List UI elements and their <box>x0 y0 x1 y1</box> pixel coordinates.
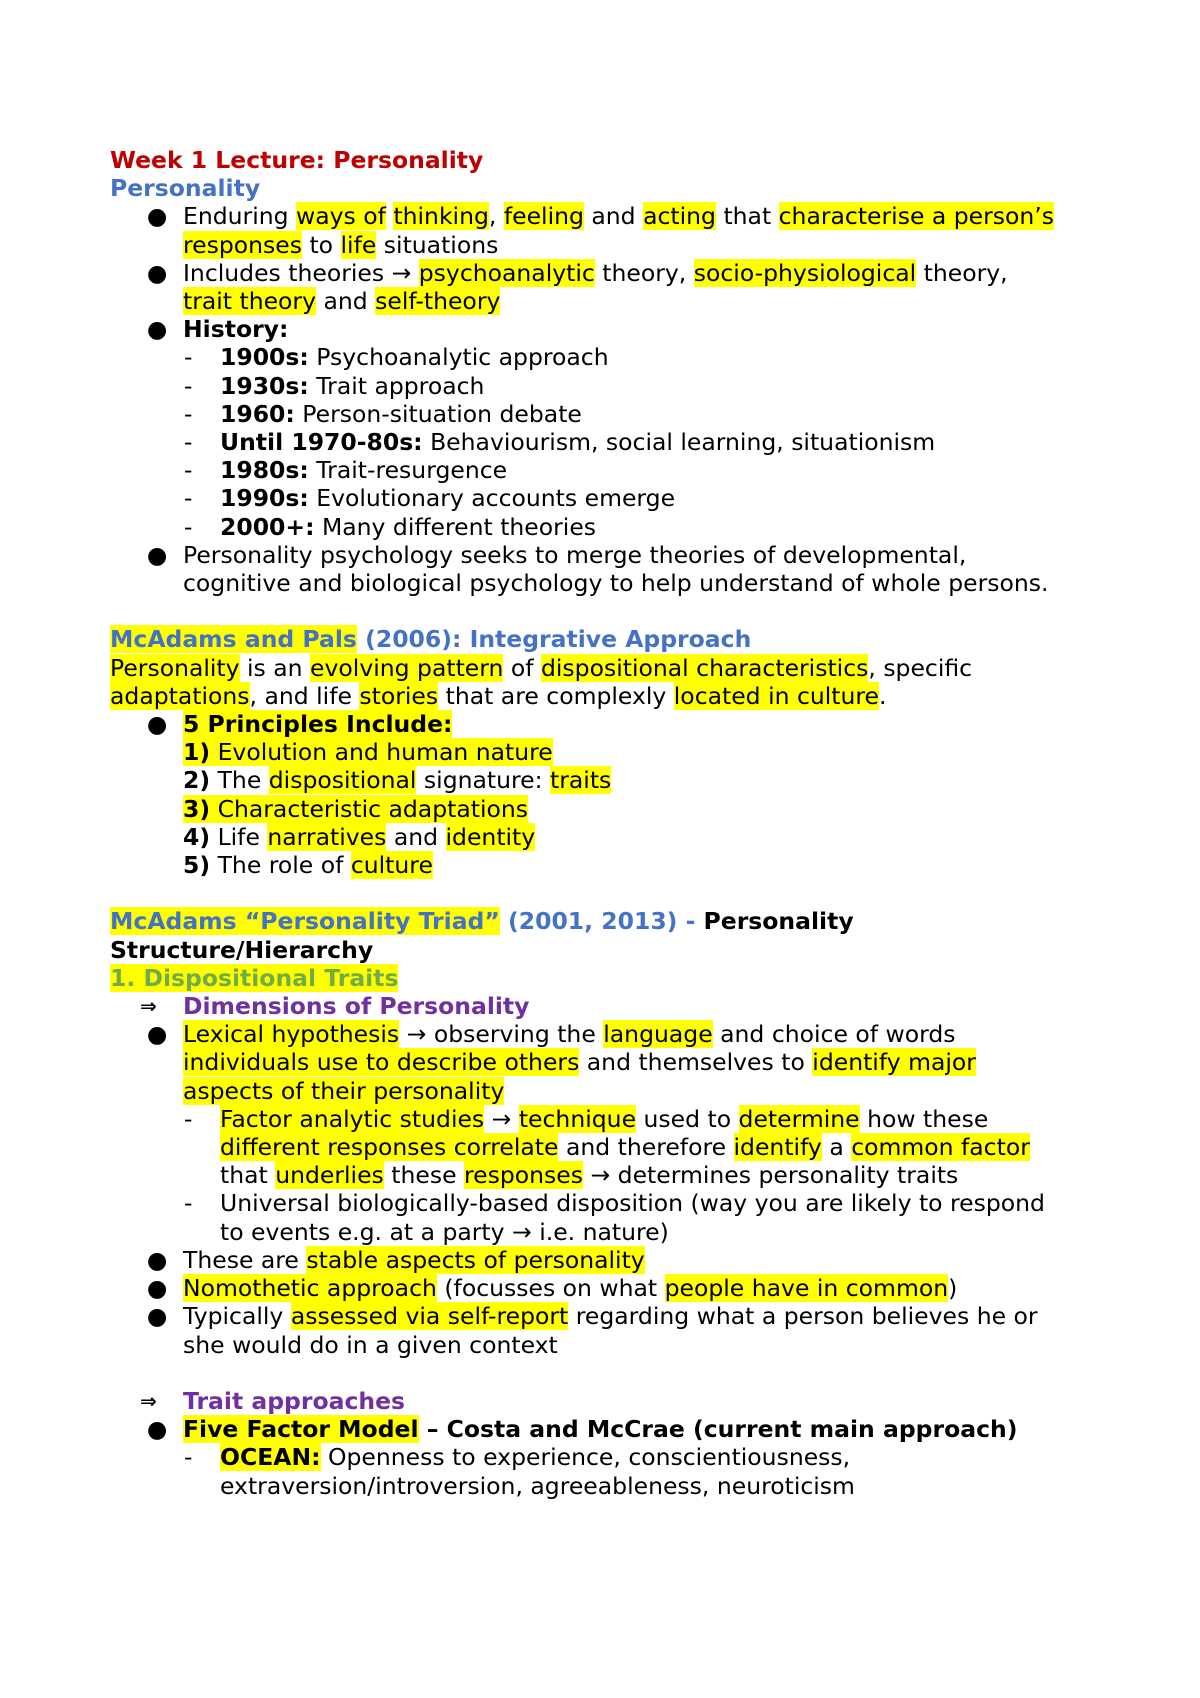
bullet-item-stable: ● These are stable aspects of personality <box>110 1246 1120 1274</box>
history-item: - Until 1970-80s: Behaviourism, social learning, situationism <box>184 428 936 457</box>
heading-personality-triad: McAdams “Personality Triad” (2001, 2013) - Personality <box>110 907 854 936</box>
bullet-item-self-report: ● Typically assessed via self-report regarding what a person believes he or <box>110 1302 1120 1330</box>
spacer <box>110 1359 1120 1387</box>
paragraph-definition: Personality is an evolving pattern of dispositional characteristics, specific <box>110 653 973 682</box>
page-title: Week 1 Lecture: Personality <box>110 146 484 174</box>
dash-icon: - <box>184 1189 193 1218</box>
sub-item-factor-analytic: - Factor analytic studies → technique used to determine how these <box>184 1104 989 1133</box>
subheading-dispositional-traits: 1. Dispositional Traits <box>110 963 399 992</box>
spacer <box>110 597 1120 625</box>
dash-icon: - <box>184 484 193 513</box>
bullet-icon: ● <box>146 1415 168 1444</box>
sub-item-factor-analytic-cont: that underlies these responses → determines personality traits <box>220 1161 959 1190</box>
principle-item: 4) Life narratives and identity <box>183 822 536 851</box>
bullet-icon: ● <box>146 315 168 344</box>
principle-item: 3) Characteristic adaptations <box>183 794 528 823</box>
history-item: - 2000+: Many different theories <box>184 512 597 541</box>
dash-icon: - <box>184 428 193 457</box>
dash-icon: - <box>184 1443 193 1472</box>
bullet-icon: ● <box>146 1274 168 1303</box>
heading-personality: Personality <box>110 174 261 203</box>
sub-item-universal-cont: to events e.g. at a party → i.e. nature) <box>220 1217 669 1246</box>
dimensions-heading: ⇒ Dimensions of Personality <box>140 992 530 1021</box>
right-arrow-icon: → <box>406 1020 427 1049</box>
dash-icon: - <box>184 512 193 541</box>
bullet-item-self-report-cont: she would do in a given context <box>183 1330 558 1359</box>
bullet-item-enduring-cont: responses to life situations <box>183 230 499 259</box>
bullet-item-lexical: ● Lexical hypothesis → observing the language and choice of words <box>110 1020 1120 1048</box>
bullet-icon: ● <box>146 202 168 231</box>
bullet-icon: ● <box>146 710 168 739</box>
bullet-item-enduring: ● Enduring ways of thinking, feeling and acting that characterise a person’s <box>110 202 1120 230</box>
bullet-icon: ● <box>146 540 168 569</box>
bullet-icon: ● <box>146 1302 168 1331</box>
spacer <box>110 879 1120 907</box>
dash-icon: - <box>184 371 193 400</box>
principle-item: 2) The dispositional signature: traits <box>183 766 612 795</box>
bullet-icon: ● <box>146 258 168 287</box>
dash-icon: - <box>184 399 193 428</box>
sub-item-factor-analytic-cont: different responses correlate and therefore identify a common factor <box>220 1133 1030 1162</box>
heading-integrative-approach: McAdams and Pals (2006): Integrative Approach <box>110 625 752 654</box>
bullet-icon: ● <box>146 1020 168 1049</box>
document-content <box>110 146 1120 1500</box>
bullet-item-lexical-cont: aspects of their personality <box>183 1076 505 1105</box>
right-arrow-icon: → <box>391 258 412 287</box>
history-item: - 1990s: Evolutionary accounts emerge <box>184 484 676 513</box>
sub-item-universal: - Universal biologically-based disposition (way you are likely to respond <box>184 1189 1045 1218</box>
bullet-item-merge: ● Personality psychology seeks to merge theories of developmental, <box>110 541 1120 569</box>
bullet-item-theories: ● Includes theories → psychoanalytic theory, socio-physiological theory, <box>110 259 1120 287</box>
sub-item-ocean: - OCEAN: Openness to experience, conscientiousness, <box>184 1443 851 1472</box>
right-arrow-icon: → <box>512 1217 532 1246</box>
bullet-item-five-factor: ● Five Factor Model – Costa and McCrae (current main approach) <box>110 1415 1120 1443</box>
principle-item: 5) The role of culture <box>183 851 433 880</box>
principle-item: 1) Evolution and human nature <box>183 738 553 767</box>
bullet-icon: ● <box>146 1245 168 1274</box>
bullet-item-theories-cont: trait theory and self-theory <box>183 287 501 316</box>
bullet-item-merge-cont: cognitive and biological psychology to help understand of whole persons. <box>183 569 1049 598</box>
history-item: - 1980s: Trait-resurgence <box>184 456 508 485</box>
double-arrow-icon: ⇒ <box>140 994 157 1019</box>
history-item: - 1900s: Psychoanalytic approach <box>184 343 609 372</box>
dash-icon: - <box>184 343 193 372</box>
bullet-item-nomothetic: ● Nomothetic approach (focusses on what people have in common) <box>110 1274 1120 1302</box>
sub-item-ocean-cont: extraversion/introversion, agreeableness, neuroticism <box>220 1471 855 1500</box>
dash-icon: - <box>184 1104 193 1133</box>
double-arrow-icon: ⇒ <box>140 1388 157 1413</box>
trait-approaches-heading: ⇒ Trait approaches <box>140 1386 406 1415</box>
heading-structure-hierarchy: Structure/Hierarchy <box>110 935 374 964</box>
bullet-item-principles: ● 5 Principles Include: <box>110 710 1120 738</box>
paragraph-definition-cont: adaptations, and life stories that are complexly located in culture. <box>110 681 887 710</box>
history-item: - 1930s: Trait approach <box>184 371 485 400</box>
right-arrow-icon: → <box>491 1104 512 1133</box>
right-arrow-icon: → <box>590 1161 611 1190</box>
bullet-item-lexical-cont: individuals use to describe others and themselves to identify major <box>183 1048 976 1077</box>
history-item: - 1960: Person-situation debate <box>184 399 582 428</box>
dash-icon: - <box>184 456 193 485</box>
bullet-item-history: ● History: <box>110 315 1120 343</box>
